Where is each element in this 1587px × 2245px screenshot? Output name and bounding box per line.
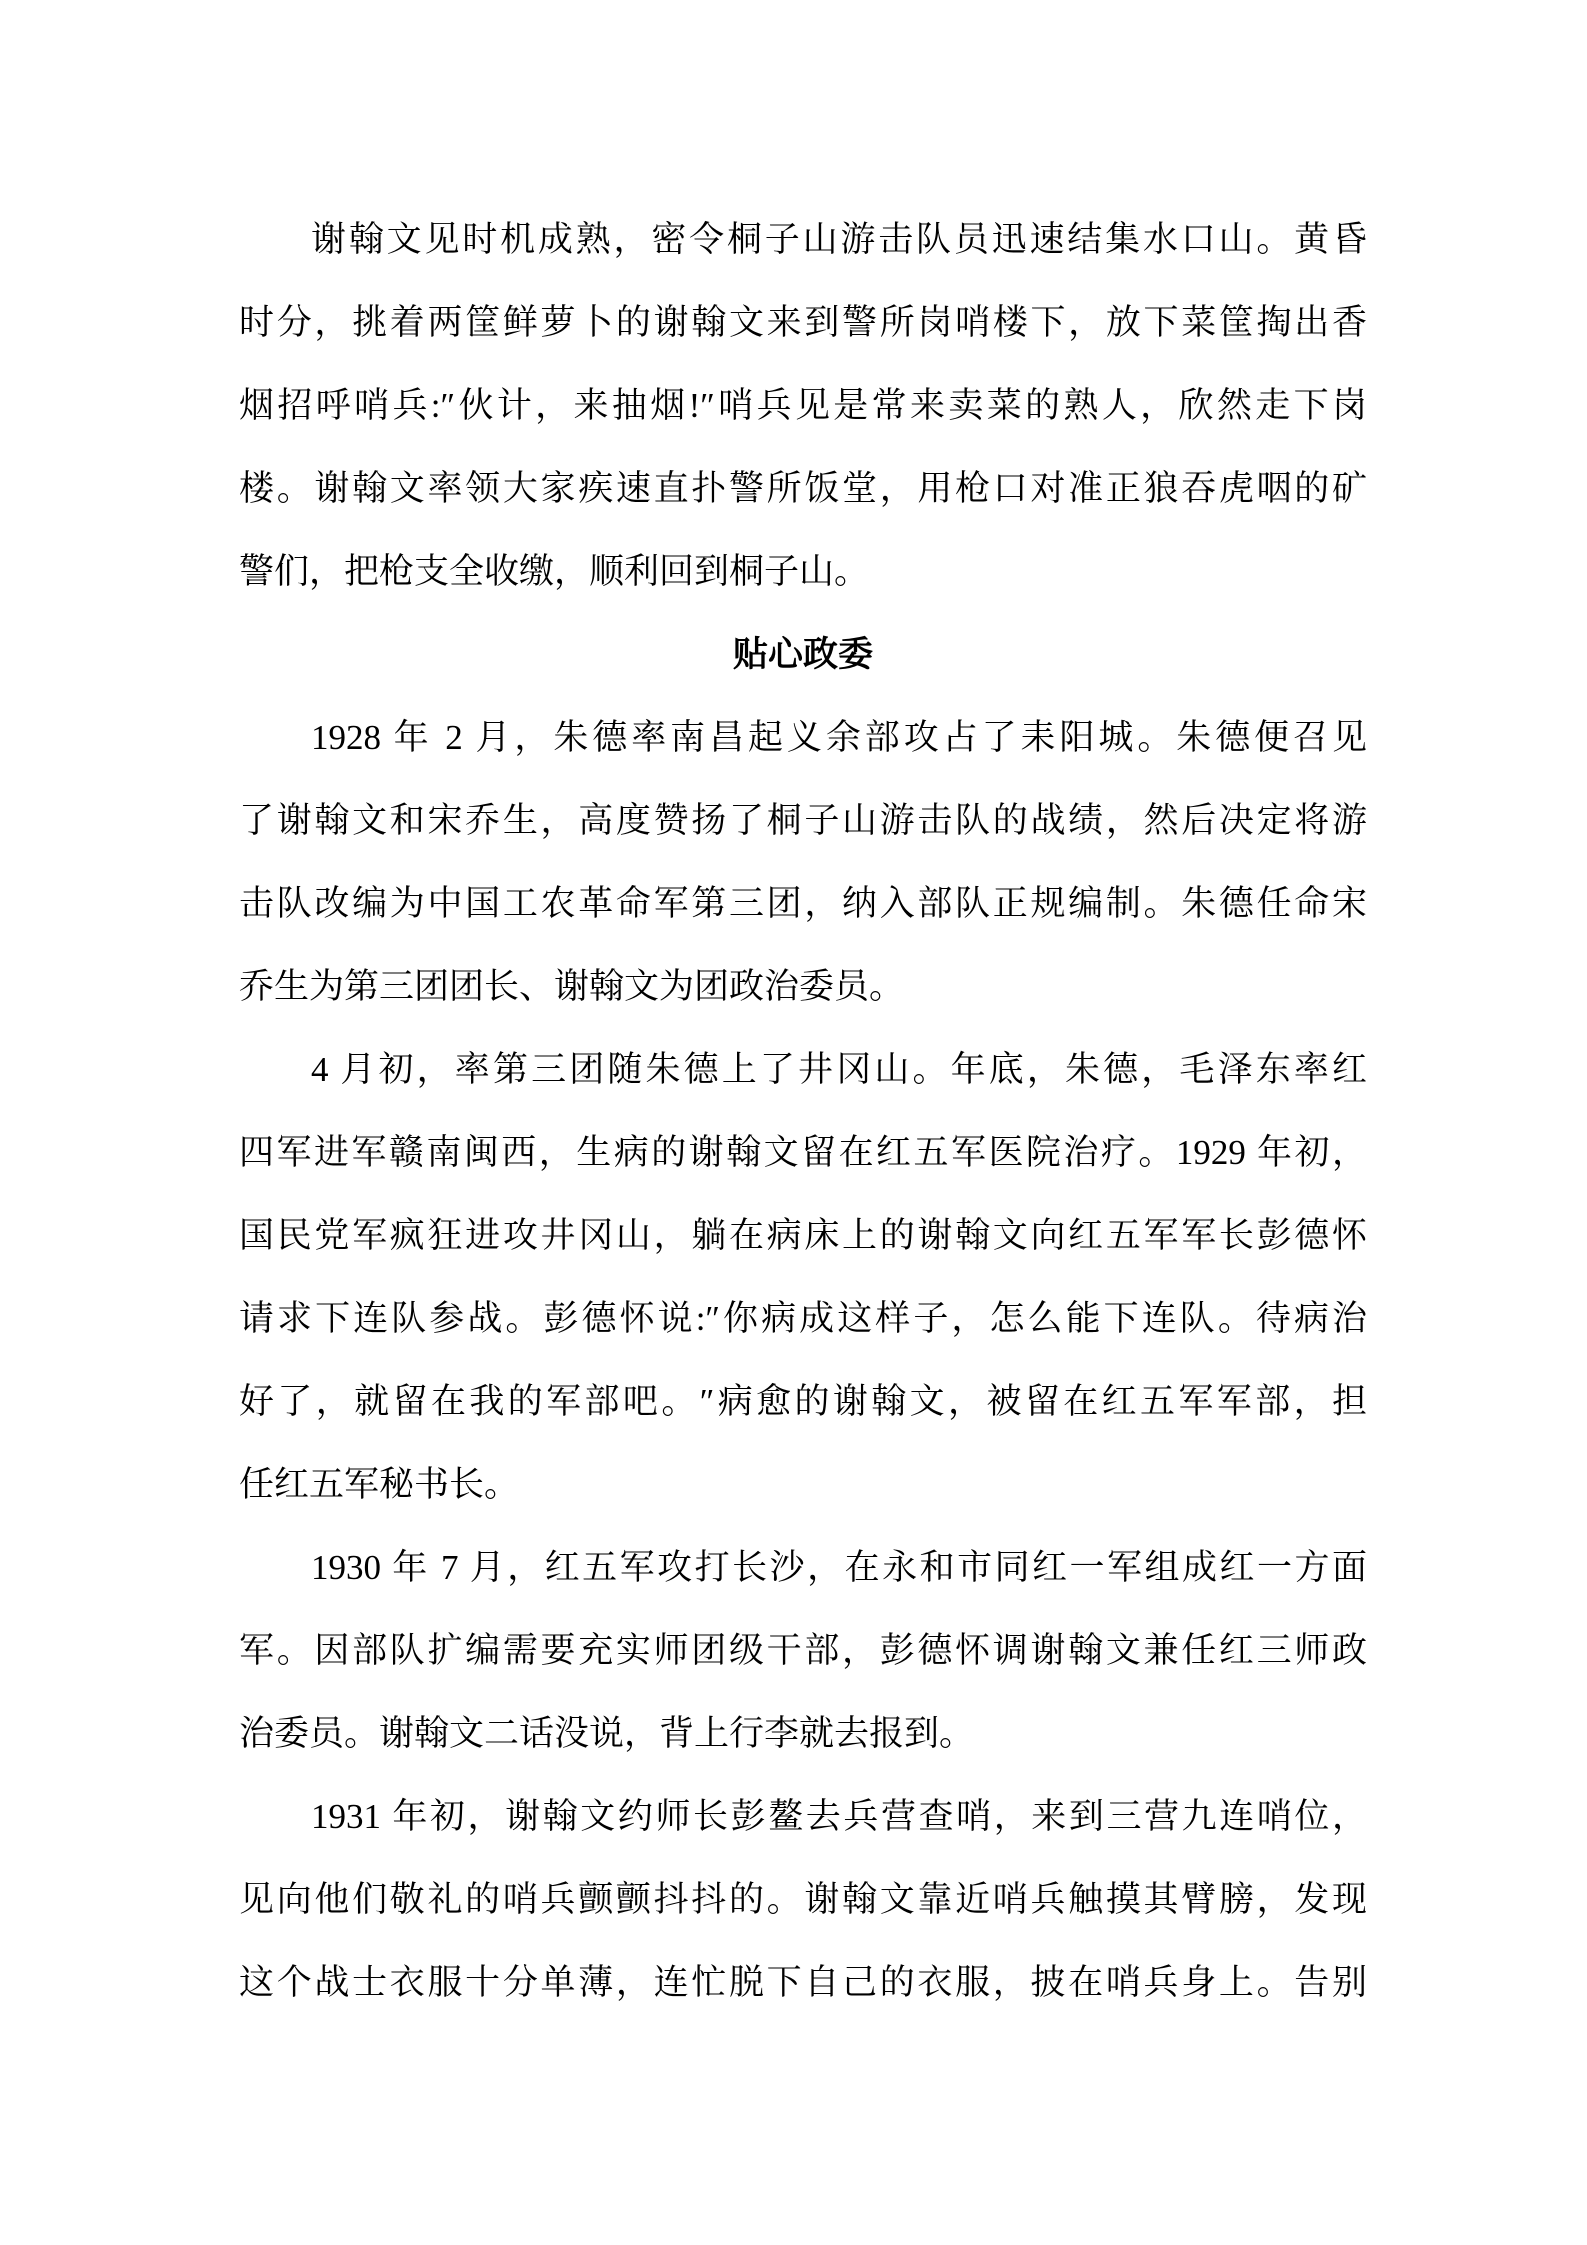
- text-line: 这个战士衣服十分单薄，连忙脱下自己的衣服，披在哨兵身上。告别: [239, 1963, 1367, 2002]
- paragraph: [239, 1526, 1367, 1775]
- heading-text-line: 贴心政委: [732, 635, 873, 674]
- text-line: 烟招呼哨兵:″伙计，来抽烟!″哨兵见是常来卖菜的熟人，欣然走下岗: [239, 386, 1367, 425]
- text-line: 时分，挑着两筐鲜萝卜的谢翰文来到警所岗哨楼下，放下菜筐掏出香: [239, 303, 1367, 342]
- paragraph: [239, 1775, 1367, 2024]
- paragraph: [239, 198, 1367, 613]
- text-line: 四军进军赣南闽西，生病的谢翰文留在红五军医院治疗。1929 年初，: [239, 1133, 1367, 1172]
- text-line: 1930 年 7 月，红五军攻打长沙，在永和市同红一军组成红一方面: [311, 1548, 1367, 1587]
- text-line: 楼。谢翰文率领大家疾速直扑警所饭堂，用枪口对准正狼吞虎咽的矿: [239, 469, 1367, 508]
- paragraph: [239, 696, 1367, 1028]
- text-line: 军。因部队扩编需要充实师团级干部，彭德怀调谢翰文兼任红三师政: [239, 1631, 1367, 1670]
- text-line: 国民党军疯狂进攻井冈山，躺在病床上的谢翰文向红五军军长彭德怀: [239, 1216, 1367, 1255]
- text-line: 治委员。谢翰文二话没说，背上行李就去报到。: [239, 1714, 975, 1753]
- text-line: 请求下连队参战。彭德怀说:″你病成这样子，怎么能下连队。待病治: [239, 1299, 1367, 1338]
- text-line: 了谢翰文和宋乔生，高度赞扬了桐子山游击队的战绩，然后决定将游: [239, 801, 1367, 840]
- text-line: 乔生为第三团团长、谢翰文为团政治委员。: [239, 967, 905, 1006]
- text-line: 4 月初，率第三团随朱德上了井冈山。年底，朱德，毛泽东率红: [311, 1050, 1367, 1089]
- text-line: 1928 年 2 月，朱德率南昌起义余部攻占了耒阳城。朱德便召见: [311, 718, 1367, 757]
- text-line: 好了，就留在我的军部吧。″病愈的谢翰文，被留在红五军军部，担: [239, 1382, 1367, 1421]
- text-line: 警们，把枪支全收缴，顺利回到桐子山。: [239, 552, 870, 591]
- paragraph: [239, 1028, 1367, 1526]
- document-content: [239, 198, 1367, 2024]
- text-line: 见向他们敬礼的哨兵颤颤抖抖的。谢翰文靠近哨兵触摸其臂膀，发现: [239, 1880, 1367, 1919]
- section-heading: [239, 613, 1367, 696]
- text-line: 谢翰文见时机成熟，密令桐子山游击队员迅速结集水口山。黄昏: [311, 220, 1367, 259]
- text-line: 1931 年初，谢翰文约师长彭鳌去兵营查哨，来到三营九连哨位，: [311, 1797, 1367, 1836]
- text-line: 击队改编为中国工农革命军第三团，纳入部队正规编制。朱德任命宋: [239, 884, 1367, 923]
- text-line: 任红五军秘书长。: [239, 1465, 520, 1504]
